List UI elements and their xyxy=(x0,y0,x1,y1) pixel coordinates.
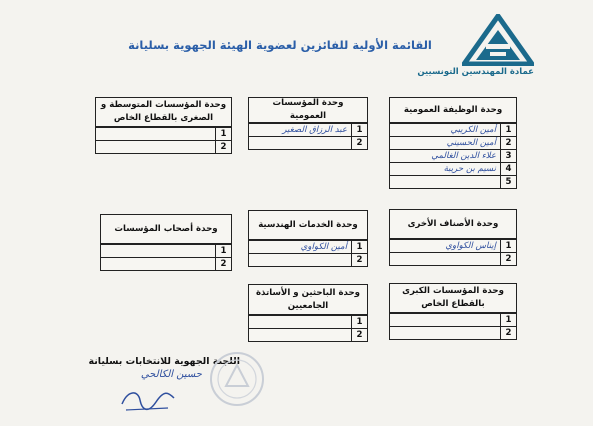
table-row xyxy=(249,137,368,150)
logo-text: عمادة المهندسين التونسيين xyxy=(417,67,534,77)
candidates-table xyxy=(248,315,368,342)
engineers-order-logo xyxy=(417,14,534,82)
candidate-name xyxy=(390,253,501,266)
row-number: 5 xyxy=(501,176,517,189)
candidate-name xyxy=(101,245,216,258)
row-number: 2 xyxy=(352,254,368,267)
table-row xyxy=(390,150,517,163)
candidate-name: أمين الكواوي xyxy=(249,241,352,254)
row-number: 1 xyxy=(501,314,517,327)
table-row xyxy=(249,254,368,267)
candidates-table xyxy=(248,123,368,150)
unit-title: وحدة الباحثين و الأساتذة الجامعيين xyxy=(248,284,368,315)
candidate-name xyxy=(249,137,352,150)
row-number: 1 xyxy=(501,240,517,253)
row-number: 1 xyxy=(352,124,368,137)
unit-title: وحدة المؤسسات الكبرى بالقطاع الخاص xyxy=(389,283,517,313)
candidate-name: إيناس الكواوي xyxy=(390,240,501,253)
row-number: 2 xyxy=(501,253,517,266)
table-row xyxy=(249,124,368,137)
table-row xyxy=(390,240,517,253)
row-number: 1 xyxy=(352,241,368,254)
candidate-name xyxy=(390,327,501,340)
page-title: القائمة الأولية للفائزين لعضوية الهيئة الجهوية بسليانة xyxy=(128,38,432,52)
candidate-name xyxy=(96,128,216,141)
unit-title: وحدة المؤسسات العمومية xyxy=(248,97,368,123)
candidate-name xyxy=(249,254,352,267)
candidates-table xyxy=(95,127,232,154)
logo-triangle-icon xyxy=(462,14,534,66)
row-number: 1 xyxy=(216,128,232,141)
table-row xyxy=(101,258,232,271)
unit-title: وحدة الوظيفة العمومية xyxy=(389,97,517,123)
unit-public-service xyxy=(389,97,517,189)
table-row xyxy=(390,327,517,340)
row-number: 2 xyxy=(501,327,517,340)
candidates-table xyxy=(389,123,517,189)
candidate-name xyxy=(390,314,501,327)
table-row xyxy=(96,128,232,141)
row-number: 2 xyxy=(216,141,232,154)
unit-public-enterprises xyxy=(248,97,368,150)
candidate-name: عبد الرزاق الصغير xyxy=(249,124,352,137)
unit-other-categories xyxy=(389,209,517,266)
row-number: 1 xyxy=(216,245,232,258)
candidate-name: نسيم بن حريبة xyxy=(390,163,501,176)
candidate-name xyxy=(249,316,352,329)
committee-label: اللجنة الجهوية للانتخابات بسليانة xyxy=(88,356,240,367)
table-row xyxy=(390,253,517,266)
table-row xyxy=(249,316,368,329)
row-number: 2 xyxy=(216,258,232,271)
unit-researchers xyxy=(248,284,368,342)
row-number: 2 xyxy=(501,137,517,150)
candidate-name xyxy=(101,258,216,271)
candidates-table xyxy=(248,240,368,267)
candidate-name xyxy=(390,176,501,189)
official-seal-icon xyxy=(208,350,266,408)
row-number: 2 xyxy=(352,137,368,150)
unit-title: وحدة المؤسسات المتوسطة و الصغرى بالقطاع الخاص xyxy=(95,97,232,127)
table-row xyxy=(249,329,368,342)
signature-scribble-icon xyxy=(118,386,178,416)
candidate-name: علاء الدين الغالمي xyxy=(390,150,501,163)
candidate-name: أمين الكريبي xyxy=(390,124,501,137)
signatory-name: حسين الكالحي xyxy=(140,369,202,380)
unit-title: وحدة الأصناف الأخرى xyxy=(389,209,517,239)
table-row xyxy=(249,241,368,254)
table-row xyxy=(390,176,517,189)
unit-title: وحدة أصحاب المؤسسات xyxy=(100,214,232,244)
unit-large-private xyxy=(389,283,517,340)
table-row xyxy=(390,137,517,150)
table-row xyxy=(101,245,232,258)
row-number: 1 xyxy=(352,316,368,329)
candidate-name xyxy=(249,329,352,342)
candidates-table xyxy=(100,244,232,271)
candidates-table xyxy=(389,313,517,340)
row-number: 3 xyxy=(501,150,517,163)
candidates-table xyxy=(389,239,517,266)
table-row xyxy=(96,141,232,154)
candidate-name: أمين الحسيني xyxy=(390,137,501,150)
table-row xyxy=(390,163,517,176)
row-number: 2 xyxy=(352,329,368,342)
unit-title: وحدة الخدمات الهندسية xyxy=(248,210,368,240)
unit-firm-owners xyxy=(100,214,232,271)
row-number: 4 xyxy=(501,163,517,176)
candidate-name xyxy=(96,141,216,154)
table-row xyxy=(390,124,517,137)
unit-engineering-services xyxy=(248,210,368,267)
row-number: 1 xyxy=(501,124,517,137)
table-row xyxy=(390,314,517,327)
unit-sme-private xyxy=(95,97,232,154)
